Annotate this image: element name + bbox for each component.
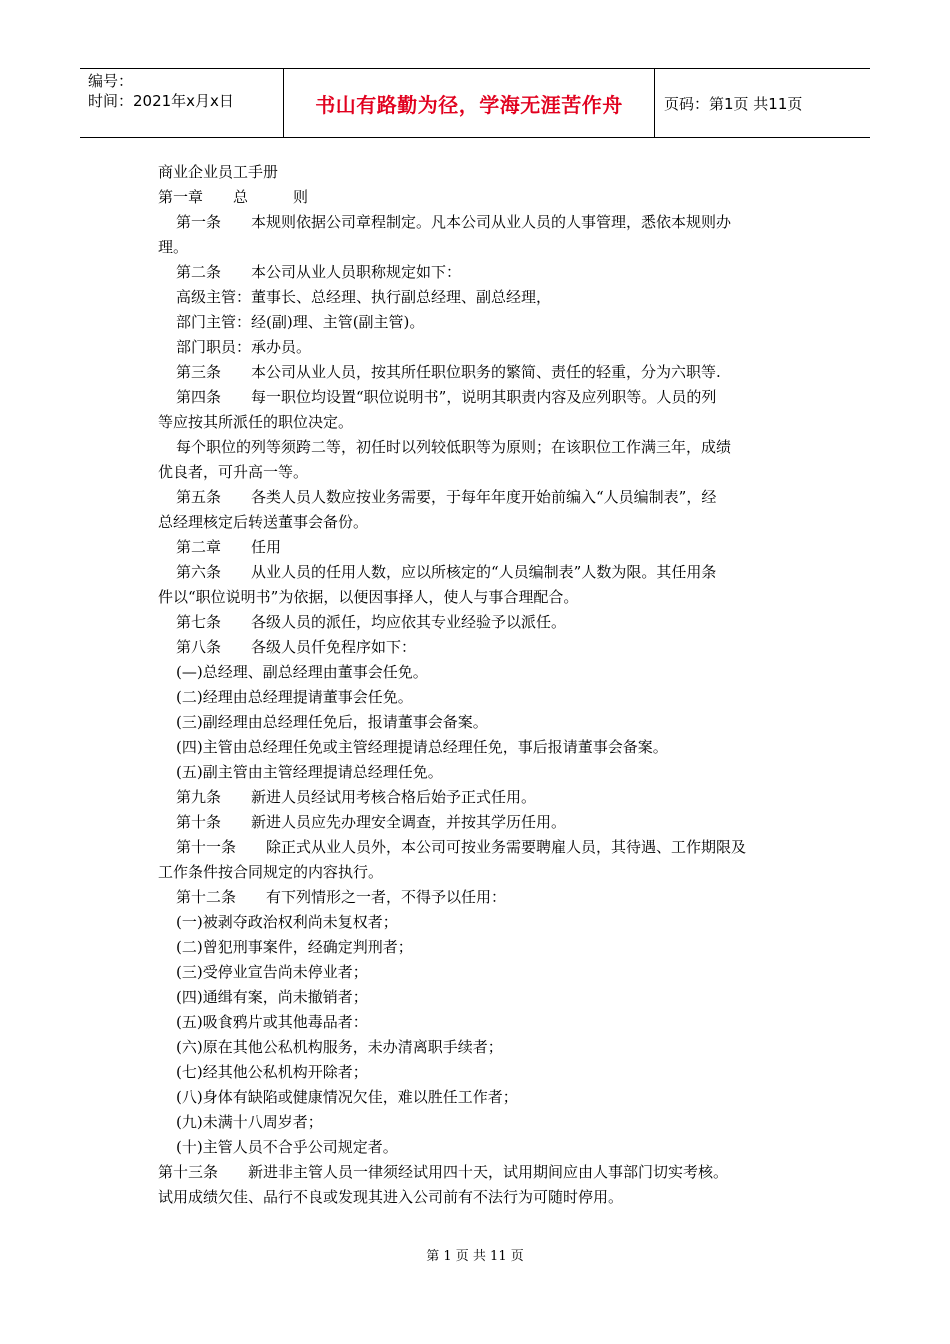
header-page-number: 页码：第1页 共11页	[664, 94, 803, 113]
text-line: 高级主管：董事长、总经理、执行副总经理、副总经理，	[176, 288, 552, 306]
text-line: 工作条件按合同规定的内容执行。	[158, 863, 384, 881]
text-line: 第二章 任用	[176, 538, 282, 556]
text-line: (四)通缉有案，尚未撤销者；	[176, 988, 368, 1006]
text-line: 第七条 各级人员的派任，均应依其专业经验予以派任。	[176, 613, 567, 631]
text-line: 第六条 从业人员的任用人数，应以所核定的“人员编制表”人数为限。其任用条	[176, 563, 717, 581]
header-motto: 书山有路勤为径，学海无涯苦作舟	[315, 92, 623, 117]
text-line: 第八条 各级人员仟免程序如下：	[176, 638, 417, 656]
page-footer: 第 1 页 共 11 页	[426, 1249, 524, 1264]
text-line: 第十一条 除正式从业人员外，本公司可按业务需要聘雇人员，其待遇、工作期限及	[176, 838, 747, 856]
header-page-cell	[655, 69, 870, 137]
text-line: 部门主管：经(副)理、主管(副主管)。	[176, 313, 425, 331]
text-line: (九)未满十八周岁者；	[176, 1113, 323, 1131]
text-line: 件以“职位说明书”为依据，以便因事择人，使人与事合理配合。	[158, 588, 579, 606]
text-line: 理。	[158, 238, 189, 256]
text-line: (五)副主管由主管经理提请总经理任免。	[176, 763, 443, 781]
text-line: (十)主管人员不合乎公司规定者。	[176, 1138, 398, 1156]
text-line: (八)身体有缺陷或健康情况欠佳，难以胜任工作者；	[176, 1088, 518, 1106]
document-number-label: 编号：	[88, 72, 134, 90]
text-line: 优良者，可升高一等。	[158, 463, 309, 481]
text-line: 第四条 每一职位均设置“职位说明书”，说明其职责内容及应列职等。人员的列	[176, 388, 717, 406]
text-line: 第三条 本公司从业人员，按其所任职位职务的繁简、责任的轻重，分为六职等.	[176, 363, 721, 381]
text-line: (五)吸食鸦片或其他毒品者：	[176, 1013, 368, 1031]
text-line: 第二条 本公司从业人员职称规定如下：	[176, 263, 462, 281]
text-line: (—)总经理、副总经理由董事会任免。	[176, 663, 428, 681]
text-line: 部门职员：承办员。	[176, 338, 312, 356]
header-meta	[80, 69, 283, 137]
document-date-label: 时间：2021年x月x日	[88, 92, 234, 110]
text-line: (二)经理由总经理提请董事会任免。	[176, 688, 413, 706]
text-line: (二)曾犯刑事案件，经确定判刑者；	[176, 938, 413, 956]
text-line: (三)副经理由总经理任免后，报请董事会备案。	[176, 713, 488, 731]
text-line: (七)经其他公私机构开除者；	[176, 1063, 368, 1081]
text-line: (六)原在其他公私机构服务，未办清离职手续者；	[176, 1038, 503, 1056]
text-line: 总经理核定后转送董事会备份。	[158, 513, 369, 531]
document-body	[158, 160, 808, 1210]
text-line: 第一章 总 则	[158, 188, 309, 206]
text-line: 试用成绩欠佳、品行不良或发现其进入公司前有不法行为可随时停用。	[158, 1188, 624, 1206]
text-line: 每个职位的列等须跨二等，初任时以列较低职等为原则；在该职位工作满三年，成绩	[176, 438, 732, 456]
header-motto-cell	[283, 69, 655, 137]
text-line: 第九条 新进人员经试用考核合格后始予正式任用。	[176, 788, 537, 806]
text-line: (四)主管由总经理任免或主管经理提请总经理任免，事后报请董事会备案。	[176, 738, 668, 756]
text-line: 第五条 各类人员人数应按业务需要，于每年年度开始前编入“人员编制表”，经	[176, 488, 717, 506]
text-line: 第十条 新进人员应先办理安全调查，并按其学历任用。	[176, 813, 567, 831]
text-line: 第十二条 有下列情形之一者，不得予以任用：	[176, 888, 507, 906]
text-line: 第一条 本规则依据公司章程制定。凡本公司从业人员的人事管理，悉依本规则办	[176, 213, 732, 231]
text-line: (一)被剥夺政治权利尚未复权者；	[176, 913, 398, 931]
text-line: (三)受停业宣告尚未停业者；	[176, 963, 368, 981]
text-line: 等应按其所派任的职位决定。	[158, 413, 354, 431]
text-line: 商业企业员工手册	[158, 163, 279, 181]
text-line: 第十三条 新进非主管人员一律须经试用四十天，试用期间应由人事部门切实考核。	[158, 1163, 729, 1181]
page-header	[80, 68, 870, 138]
